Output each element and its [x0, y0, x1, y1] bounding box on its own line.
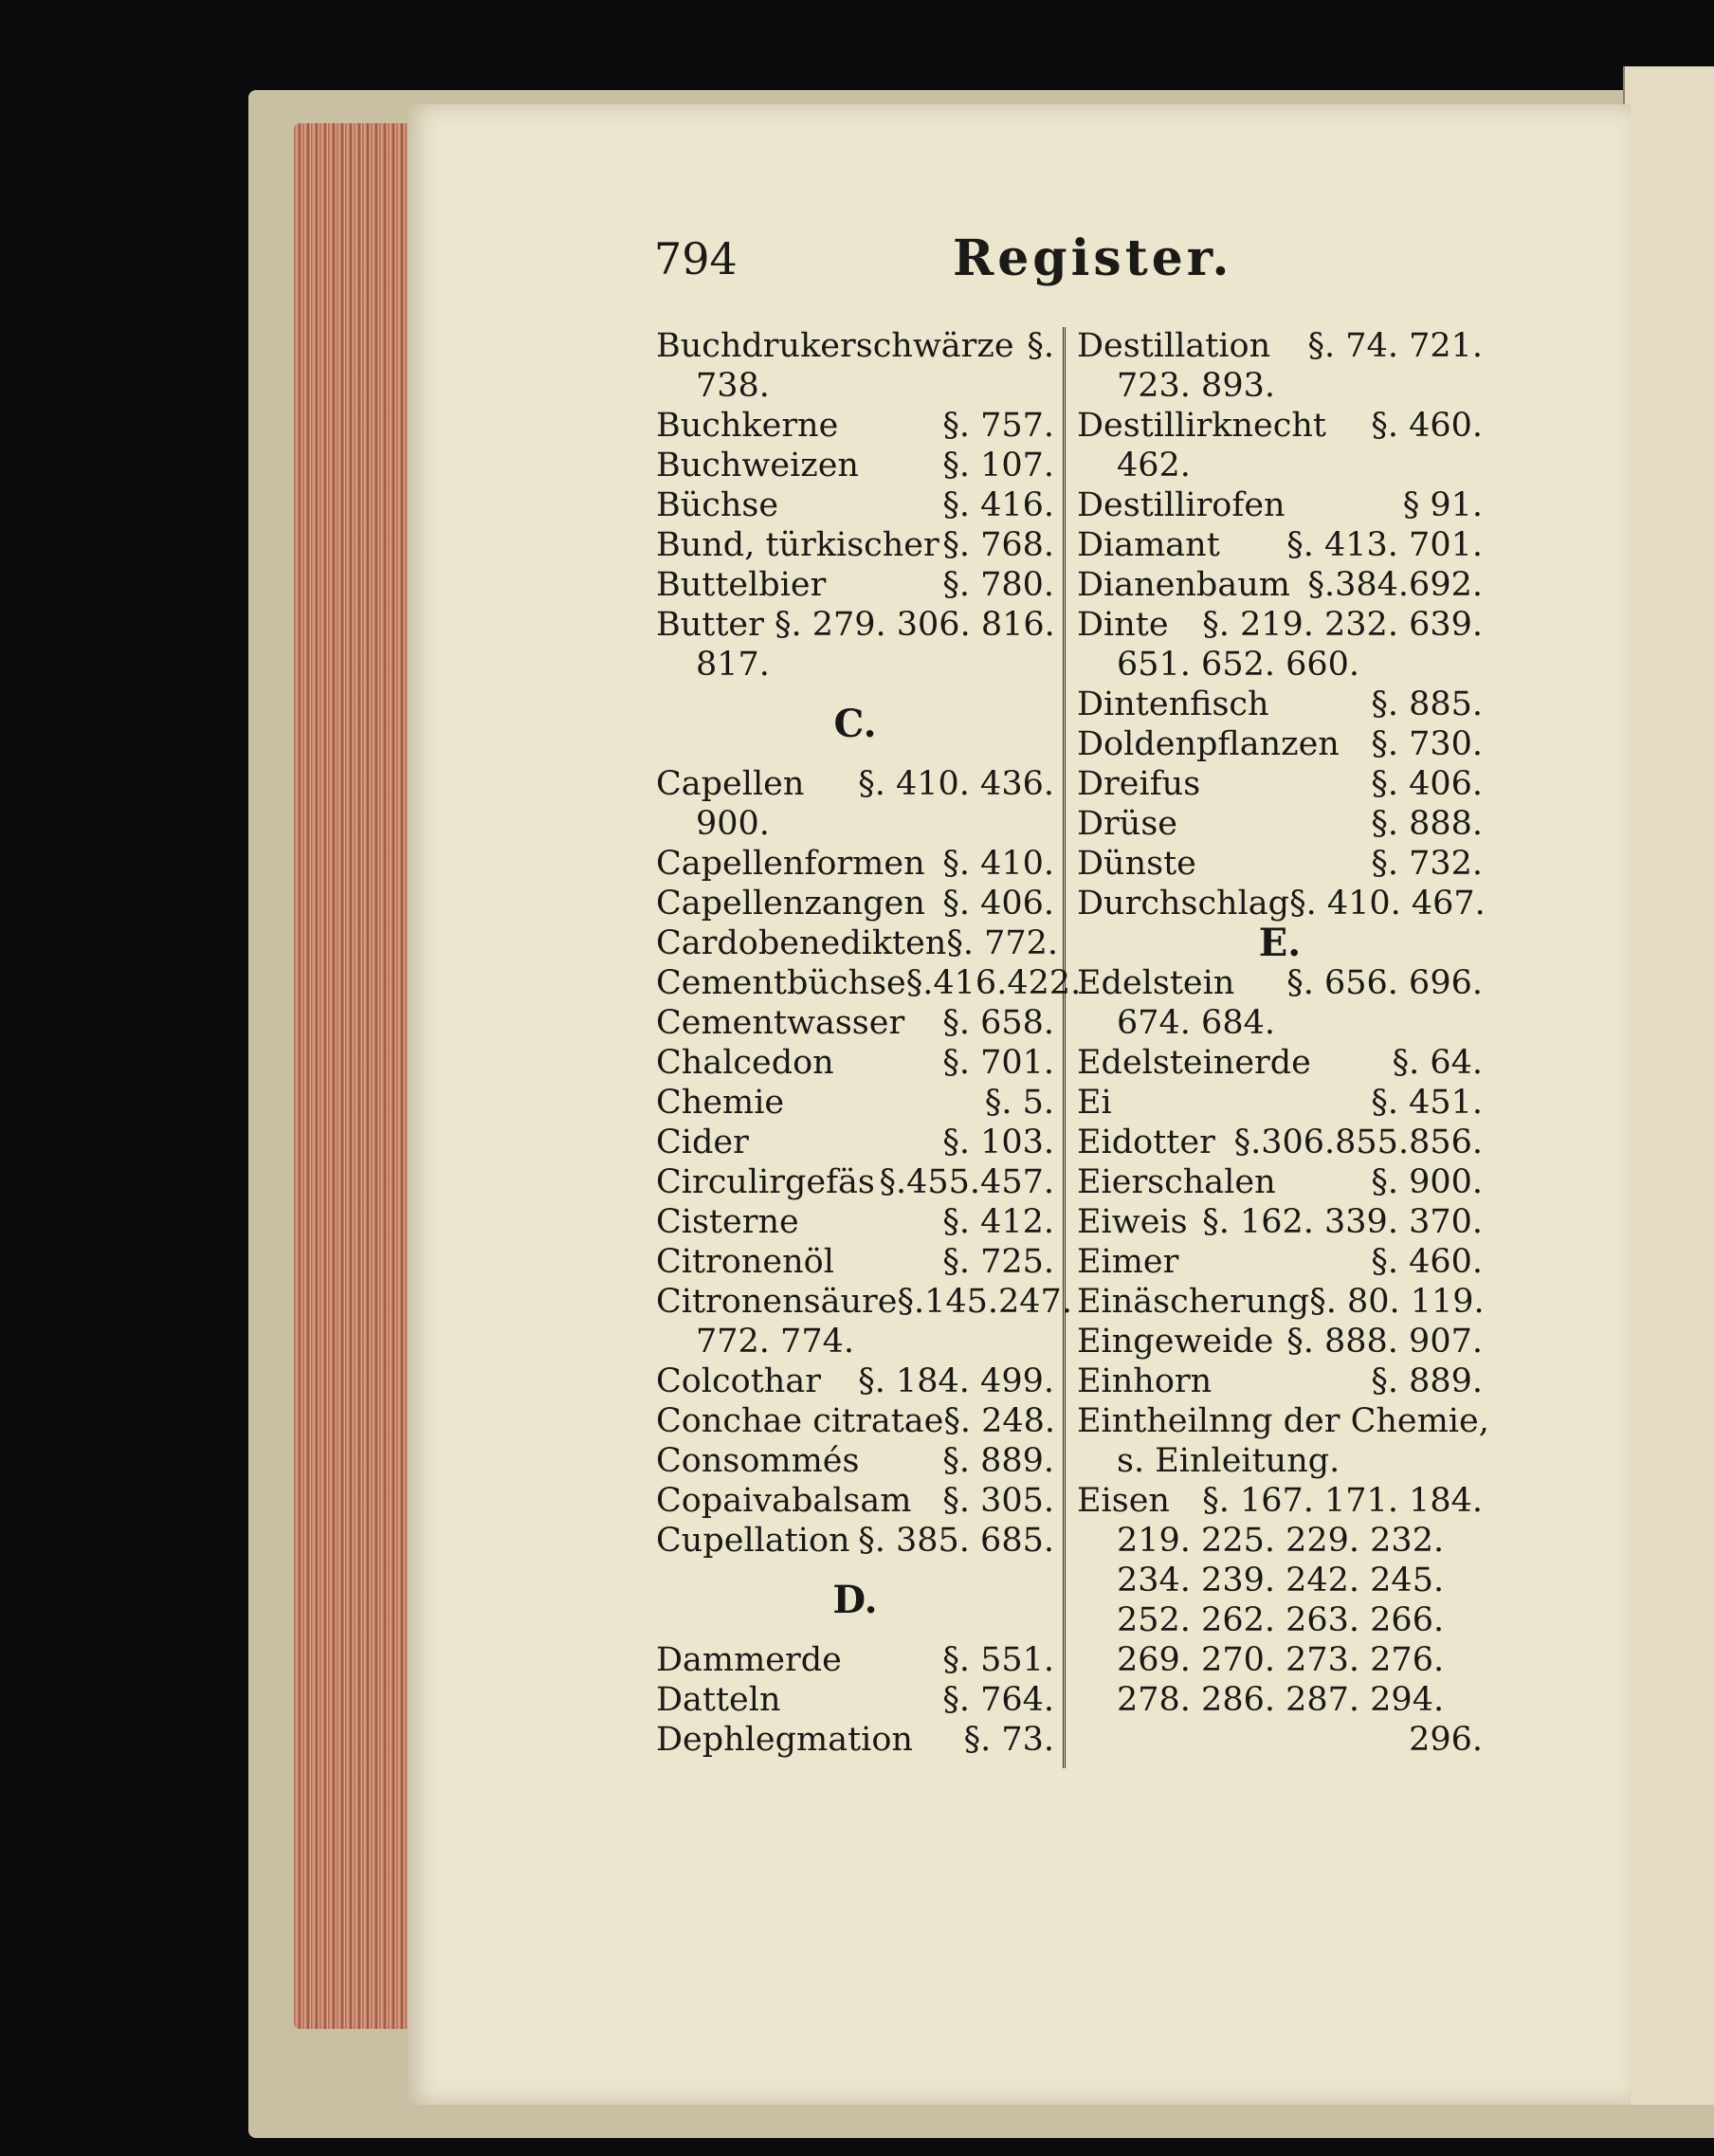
index-term: Ei — [1077, 1084, 1112, 1122]
index-reference: §. 460. — [1371, 407, 1483, 445]
index-entry — [1077, 1401, 1489, 1441]
page-header — [654, 226, 1233, 292]
index-entry-continuation — [1077, 1640, 1483, 1680]
index-term: Dammerde — [656, 1641, 842, 1679]
index-term: Capellenzangen — [656, 885, 925, 923]
index-entry — [656, 1083, 1054, 1123]
index-term: 817. — [696, 646, 770, 684]
index-entry — [1077, 724, 1483, 764]
index-entry — [656, 1162, 1054, 1202]
index-term: Buttelbier — [656, 566, 827, 604]
index-entry — [1077, 1083, 1483, 1123]
index-term: Dintenfisch — [1077, 685, 1269, 723]
index-entry — [656, 565, 1054, 605]
index-entry-continuation — [1077, 1600, 1483, 1640]
index-entry — [656, 963, 1082, 1003]
index-reference: § 91. — [1402, 486, 1483, 524]
index-term: 723. 893. — [1117, 367, 1275, 405]
index-term: Bund, türkischer — [656, 526, 939, 564]
index-reference: §. 80. 119. — [1309, 1283, 1485, 1321]
index-entry — [656, 1441, 1054, 1481]
index-reference: §.416.422. — [905, 964, 1082, 1002]
index-term: Eiweis — [1077, 1203, 1188, 1241]
index-reference: §. 410. 467. — [1289, 885, 1486, 923]
index-entry — [1077, 685, 1483, 724]
index-entry — [656, 1680, 1054, 1720]
index-entry-continuation: 296. — [1409, 1721, 1483, 1759]
index-term: Chalcedon — [656, 1044, 834, 1082]
facing-page-edge — [1623, 66, 1714, 2105]
index-entry-continuation — [656, 804, 1054, 844]
index-entry — [656, 1401, 1054, 1441]
index-term: Cementwasser — [656, 1004, 905, 1042]
index-term: Destillirknecht — [1077, 407, 1326, 445]
index-entry — [656, 1202, 1054, 1242]
index-reference: §.145.247. — [897, 1283, 1072, 1321]
index-reference: §. 413. 701. — [1286, 526, 1483, 564]
index-entry-continuation — [1077, 1003, 1483, 1043]
index-entry-continuation — [656, 366, 1054, 406]
index-entry — [656, 844, 1054, 884]
index-column-right — [1077, 326, 1489, 1760]
index-entry — [656, 326, 1054, 366]
index-term: Buchweizen — [656, 447, 859, 484]
index-entry — [1077, 1123, 1483, 1162]
index-term: Circulirgefäs — [656, 1163, 875, 1201]
section-letter: D. — [832, 1578, 878, 1622]
index-reference: §. 74. 721. — [1307, 327, 1483, 365]
index-term: Cardobenedikten — [656, 924, 947, 962]
index-entry-continuation — [1077, 1441, 1483, 1481]
index-term: Colcothar — [656, 1362, 821, 1400]
index-reference: §. 656. 696. — [1286, 964, 1483, 1002]
index-entry — [656, 1043, 1054, 1083]
index-term: 269. 270. 273. 276. — [1117, 1641, 1445, 1679]
index-term: Capellenformen — [656, 845, 925, 883]
index-reference: §. — [1027, 327, 1054, 365]
index-entry — [1077, 326, 1483, 366]
index-term: Edelsteinerde — [1077, 1044, 1311, 1082]
index-entry — [656, 1242, 1054, 1282]
index-reference: §. 107. — [942, 447, 1054, 484]
index-entry — [656, 1361, 1054, 1401]
index-entry — [1077, 764, 1483, 804]
index-term: Dünste — [1077, 845, 1196, 883]
index-entry — [656, 1481, 1054, 1521]
index-entry — [656, 1640, 1054, 1680]
index-entry — [1077, 1202, 1483, 1242]
index-entry — [1077, 406, 1483, 446]
index-entry-continuation — [656, 645, 1054, 685]
index-reference: §. 658. — [942, 1004, 1054, 1042]
index-reference: §. 451. — [1371, 1084, 1483, 1122]
index-term: 772. 774. — [696, 1323, 854, 1361]
index-entry-continuation — [1077, 1680, 1483, 1720]
index-term: Destillation — [1077, 327, 1271, 365]
index-entry — [656, 605, 1054, 645]
index-entry-continuation — [1077, 1561, 1483, 1600]
section-letter: C. — [833, 702, 877, 746]
index-term: Citronenöl — [656, 1243, 834, 1281]
index-term: Drüse — [1077, 805, 1178, 843]
index-entry — [1077, 605, 1483, 645]
index-term: 252. 262. 263. 266. — [1117, 1601, 1445, 1639]
index-entry — [656, 1003, 1054, 1043]
index-entry — [656, 1720, 1054, 1760]
index-term: Durchschlag — [1077, 885, 1290, 923]
index-term: s. Einleitung. — [1117, 1442, 1340, 1480]
index-reference: §. 248. — [943, 1402, 1056, 1440]
index-reference: §. 757. — [942, 407, 1054, 445]
index-entry-continuation — [1077, 366, 1483, 406]
index-term: Datteln — [656, 1681, 781, 1719]
index-reference: §. 416. — [942, 486, 1054, 524]
index-reference: §. 732. — [1371, 845, 1483, 883]
index-term: Cupellation — [656, 1522, 850, 1560]
index-reference: §.455.457. — [879, 1163, 1054, 1201]
index-reference: §. 73. — [963, 1721, 1054, 1759]
index-entry-continuation — [1077, 446, 1483, 485]
index-reference: §. 551. — [942, 1641, 1054, 1679]
index-reference: §. 889. — [942, 1442, 1054, 1480]
index-reference: §. 305. — [942, 1482, 1054, 1520]
index-term: Dreifus — [1077, 765, 1201, 803]
index-term: Dephlegmation — [656, 1721, 913, 1759]
index-term: 738. — [696, 367, 770, 405]
page-title: Register. — [953, 229, 1233, 287]
index-term: Eintheilnng der Chemie, — [1077, 1402, 1489, 1440]
page-stack-edge — [294, 123, 427, 2029]
index-entry — [1077, 565, 1483, 605]
index-reference: §. 219. 232. 639. — [1202, 606, 1483, 644]
index-entry — [656, 764, 1054, 804]
index-reference: §. 888. 907. — [1286, 1323, 1483, 1361]
index-term: Einäscherung — [1077, 1283, 1310, 1321]
index-entry — [656, 923, 1059, 963]
index-term: 651. 652. 660. — [1117, 646, 1360, 684]
index-entry — [1077, 884, 1486, 923]
index-entry — [1077, 844, 1483, 884]
index-term: Dinte — [1077, 606, 1169, 644]
index-entry — [1077, 485, 1483, 525]
index-entry — [1077, 1282, 1483, 1322]
index-reference: §. 410. 436. — [858, 765, 1054, 803]
index-entry — [656, 1123, 1054, 1162]
index-term: Eimer — [1077, 1243, 1179, 1281]
index-term: Consommés — [656, 1442, 860, 1480]
index-term: Conchae citratae — [656, 1402, 944, 1440]
page-number: 794 — [654, 233, 738, 284]
index-entry — [656, 1282, 1072, 1322]
index-reference: §. 460. — [1371, 1243, 1483, 1281]
index-reference: §. 406. — [1371, 765, 1483, 803]
index-entry — [1077, 1322, 1483, 1361]
index-reference: §. 780. — [942, 566, 1054, 604]
index-term: Cementbüchse — [656, 964, 906, 1002]
index-entry — [1077, 963, 1483, 1003]
index-entry — [656, 485, 1054, 525]
index-reference: §. 888. — [1371, 805, 1483, 843]
index-entry — [1077, 1361, 1483, 1401]
index-entry — [1077, 804, 1483, 844]
index-term: Butter §. 279. 306. 816. — [656, 606, 1055, 644]
index-reference: §. 410. — [942, 845, 1054, 883]
index-term: Capellen — [656, 765, 805, 803]
index-entry-continuation — [656, 1322, 1054, 1361]
index-term: Büchse — [656, 486, 779, 524]
index-entry — [1077, 525, 1483, 565]
index-reference: §. 103. — [942, 1124, 1054, 1161]
index-entry — [656, 884, 1054, 923]
index-term: Buchkerne — [656, 407, 839, 445]
index-entry — [1077, 1481, 1483, 1521]
index-term: Buchdrukerschwärze — [656, 327, 1014, 365]
index-entry-continuation — [1077, 1521, 1483, 1561]
index-reference: §. 725. — [942, 1243, 1054, 1281]
index-reference: §. 412. — [942, 1203, 1054, 1241]
index-term: Copaivabalsam — [656, 1482, 912, 1520]
index-column-left — [656, 326, 1082, 1760]
index-term: Eidotter — [1077, 1124, 1215, 1161]
index-term: 900. — [696, 805, 770, 843]
index-term: Cider — [656, 1124, 749, 1161]
index-term: Eingeweide — [1077, 1323, 1274, 1361]
index-entry — [1077, 1043, 1483, 1083]
index-reference: §. 885. — [1371, 685, 1483, 723]
index-reference: §. 768. — [942, 526, 1054, 564]
index-entry — [656, 525, 1054, 565]
section-letter: E. — [1258, 921, 1302, 965]
index-reference: §. 184. 499. — [858, 1362, 1054, 1400]
index-term: Citronensäure — [656, 1283, 898, 1321]
index-reference: §. 162. 339. 370. — [1202, 1203, 1483, 1241]
index-term: 278. 286. 287. 294. — [1117, 1681, 1445, 1719]
index-term: 674. 684. — [1117, 1004, 1275, 1042]
index-entry — [656, 446, 1054, 485]
index-term: 234. 239. 242. 245. — [1117, 1562, 1445, 1599]
index-term: Diamant — [1077, 526, 1220, 564]
index-reference: §. 772. — [946, 924, 1059, 962]
index-reference: §. 385. 685. — [858, 1522, 1054, 1560]
index-term: Destillirofen — [1077, 486, 1286, 524]
index-entry — [656, 1521, 1054, 1561]
index-term: Einhorn — [1077, 1362, 1213, 1400]
index-reference: §.384.692. — [1307, 566, 1483, 604]
index-reference: §. 701. — [942, 1044, 1054, 1082]
index-reference: §. 900. — [1371, 1163, 1483, 1201]
index-term: Eierschalen — [1077, 1163, 1276, 1201]
index-reference: §. 64. — [1392, 1044, 1483, 1082]
index-entry-continuation — [1077, 645, 1483, 685]
index-term: Dianenbaum — [1077, 566, 1290, 604]
index-term: 462. — [1117, 447, 1191, 484]
index-reference: §.306.855.856. — [1233, 1124, 1483, 1161]
index-term: Edelstein — [1077, 964, 1235, 1002]
index-reference: §. 5. — [984, 1084, 1054, 1122]
index-entry — [656, 406, 1054, 446]
index-term: 219. 225. 229. 232. — [1117, 1522, 1445, 1560]
index-term: Cisterne — [656, 1203, 799, 1241]
index-entry — [1077, 1162, 1483, 1202]
column-divider — [1063, 327, 1066, 1768]
index-term: Eisen — [1077, 1482, 1170, 1520]
index-reference: §. 406. — [942, 885, 1054, 923]
index-reference: §. 730. — [1371, 725, 1483, 763]
index-entry — [1077, 1242, 1483, 1282]
index-term: Chemie — [656, 1084, 785, 1122]
index-reference: §. 889. — [1371, 1362, 1483, 1400]
index-term: Doldenpflanzen — [1077, 725, 1340, 763]
index-reference: §. 167. 171. 184. — [1202, 1482, 1483, 1520]
index-reference: §. 764. — [942, 1681, 1054, 1719]
